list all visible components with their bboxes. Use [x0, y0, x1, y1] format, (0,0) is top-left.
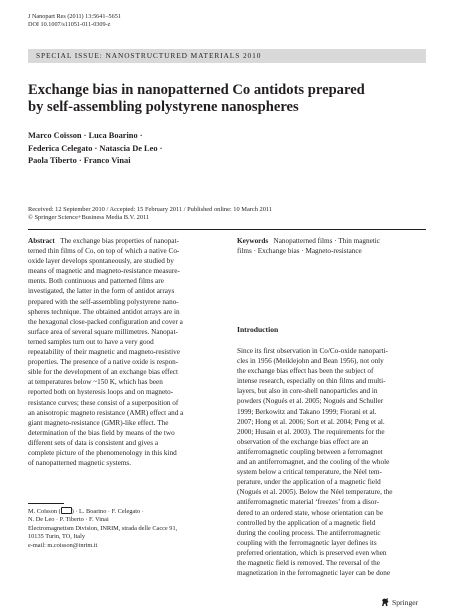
- intro-line: 2007; Hong et al. 2006; Sort et al. 2004; Peng et al.: [237, 417, 385, 426]
- abstract-line: The exchange bias properties of nanopat-: [60, 237, 179, 245]
- footnote-divider: [28, 503, 64, 504]
- title-line: Exchange bias in nanopatterned Co antidots prepared: [28, 82, 365, 98]
- introduction-text: [237, 346, 427, 578]
- keywords-line: films · Exchange bias · Magneto-resistance: [237, 247, 362, 256]
- abstract-line: oxide layer develops spontaneously, are studied by: [28, 257, 174, 266]
- journal-header: [28, 13, 121, 29]
- abstract-line: means of magnetic and magneto-resistance measure-: [28, 267, 180, 276]
- abstract-line: ments. Both continuous and patterned films are: [28, 277, 164, 286]
- abstract-line: of nanopatterned magnetic systems.: [28, 459, 131, 468]
- journal-citation: J Nanopart Res (2011) 13:5641–5651: [28, 13, 121, 20]
- envelope-icon: [61, 507, 72, 514]
- special-issue-banner: SPECIAL ISSUE: NANOSTRUCTURED MATERIALS 2010: [28, 49, 426, 63]
- abstract-line: different sets of data is consistent and gives a: [28, 438, 159, 447]
- abstract-line: prepared with the self-assembling polystyrene nano-: [28, 297, 179, 306]
- publisher-name: Springer: [392, 597, 419, 607]
- affiliation-city: 10135 Turin, TO, Italy: [28, 533, 85, 541]
- keywords-line: Nanopatterned films · Thin magnetic: [273, 237, 380, 245]
- abstract-line: spheres technique. The obtained antidot arrays are in: [28, 307, 180, 316]
- abstract-line: sible for the development of an exchange bias effect: [28, 368, 178, 377]
- doi[interactable]: DOI 10.1007/s11051-011-0309-z: [28, 21, 111, 28]
- copyright-notice: © Springer Science+Business Media B.V. 2011: [28, 214, 150, 222]
- abstract-line: resistance curves; these consist of a superposition of: [28, 398, 179, 407]
- intro-line: the magnetic field is removed. The reversal of the: [237, 558, 380, 567]
- abstract-line: giant magneto-resistance (GMR)-like effect. The: [28, 418, 169, 427]
- springer-horse-icon: [380, 597, 390, 607]
- publisher-logo: [380, 597, 418, 607]
- intro-line: 2000; Husain et al. 2003). The requirements for the: [237, 427, 385, 436]
- abstract-line: investigated, the latter in the form of antidot arrays: [28, 287, 175, 296]
- intro-line: preferred orientation, which is preserved even when: [237, 548, 387, 557]
- keywords: [237, 236, 427, 256]
- introduction-heading: Introduction: [237, 325, 279, 334]
- publication-dates: [28, 206, 272, 223]
- abstract-line: determination of the bias field by means of the two: [28, 428, 175, 437]
- abstract-line: at temperatures below ~150 K, which has been: [28, 378, 163, 387]
- affiliation-institution: Electromagnetism Division, INRIM, strada delle Cacce 91,: [28, 524, 178, 532]
- keywords-label: Keywords: [237, 237, 269, 245]
- intro-line: system below a critical temperature, the Néel tem-: [237, 468, 382, 477]
- corresponding-author-prefix: M. Coïsson (: [28, 508, 61, 515]
- abstract-line: surface area of several square millimetres. Nanopat-: [28, 327, 178, 336]
- intro-line: and an antiferromagnet, and the cooling of the whole: [237, 458, 390, 467]
- received-accepted-dates: Received: 12 September 2010 / Accepted: 15 February 2011 / Published online: 10 March 2011: [28, 206, 273, 213]
- abstract-label: Abstract: [28, 237, 55, 245]
- intro-line: antiferromagnetic coupling between a ferromagnet: [237, 447, 383, 456]
- intro-line: observation of the exchange bias effect are an: [237, 437, 369, 446]
- author-line: Paola Tiberto · Franco Vinai: [28, 156, 131, 165]
- contact-email[interactable]: e-mail: m.coisson@inrim.it: [28, 541, 98, 549]
- intro-line: (Nogués et al. 2005). Below the Néel temperature, the: [237, 488, 393, 497]
- intro-line: perature, under the application of a magnetic field: [237, 478, 381, 487]
- abstract-line: the hexagonal close-packed configuration and cover a: [28, 317, 183, 326]
- intro-line: the exchange bias effect has been the subject of: [237, 367, 374, 376]
- intro-line: antiferromagnetic material ‘freezes’ from a disor-: [237, 498, 379, 507]
- intro-line: intense research, especially on thin films and multi-: [237, 377, 386, 386]
- affiliation-authors: N. De Leo · P. Tiberto · F. Vinai: [28, 516, 109, 524]
- intro-line: dered to an ordered state, whose orientation can be: [237, 508, 383, 517]
- corresponding-author-suffix: ) · L. Boarino · F. Celegato ·: [71, 508, 144, 515]
- title-line: by self-assembling polystyrene nanospheres: [28, 99, 299, 115]
- intro-line: cles in 1956 (Meiklejohn and Bean 1956), not only: [237, 357, 384, 366]
- abstract-line: reported both on hysteresis loops and on magneto-: [28, 388, 174, 397]
- abstract-line: terned thin films of Co, on top of which a native Co-: [28, 247, 180, 256]
- abstract-line: terned samples turn out to have a very good: [28, 337, 154, 346]
- abstract: [28, 236, 214, 468]
- author-line: Federica Celegato · Natascia De Leo ·: [28, 143, 163, 153]
- header-divider: [28, 229, 426, 230]
- author-affiliation: [28, 508, 177, 550]
- abstract-line: complete picture of the phenomenology in this kind: [28, 448, 177, 457]
- abstract-line: properties. The presence of a native oxide is respon-: [28, 358, 179, 367]
- intro-line: coupling with the ferromagnetic layer defines its: [237, 538, 377, 547]
- intro-line: controlled by the application of a magnetic field: [237, 518, 376, 527]
- intro-line: 1999; Berkowitz and Takano 1999; Fiorani et al.: [237, 407, 377, 416]
- abstract-line: an anisotropic magneto resistance (AMR) effect and a: [28, 408, 184, 417]
- article-title: [28, 82, 365, 116]
- intro-line: magnetization in the ferromagnetic layer can be done: [237, 569, 391, 578]
- abstract-line: repeatability of their magnetic and magneto-resistive: [28, 348, 180, 357]
- intro-line: layers, but also in core-shell nanoparticles and in: [237, 387, 378, 396]
- author-line: Marco Coïsson · Luca Boarino ·: [28, 131, 143, 140]
- intro-line: Since its first observation in Co/Co-oxide nanoparti-: [237, 347, 388, 355]
- author-list: [28, 130, 162, 168]
- intro-line: powders (Nogués et al. 2005; Nogués and Schuller: [237, 397, 384, 406]
- intro-line: during the cooling process. The antiferromagnetic: [237, 528, 381, 537]
